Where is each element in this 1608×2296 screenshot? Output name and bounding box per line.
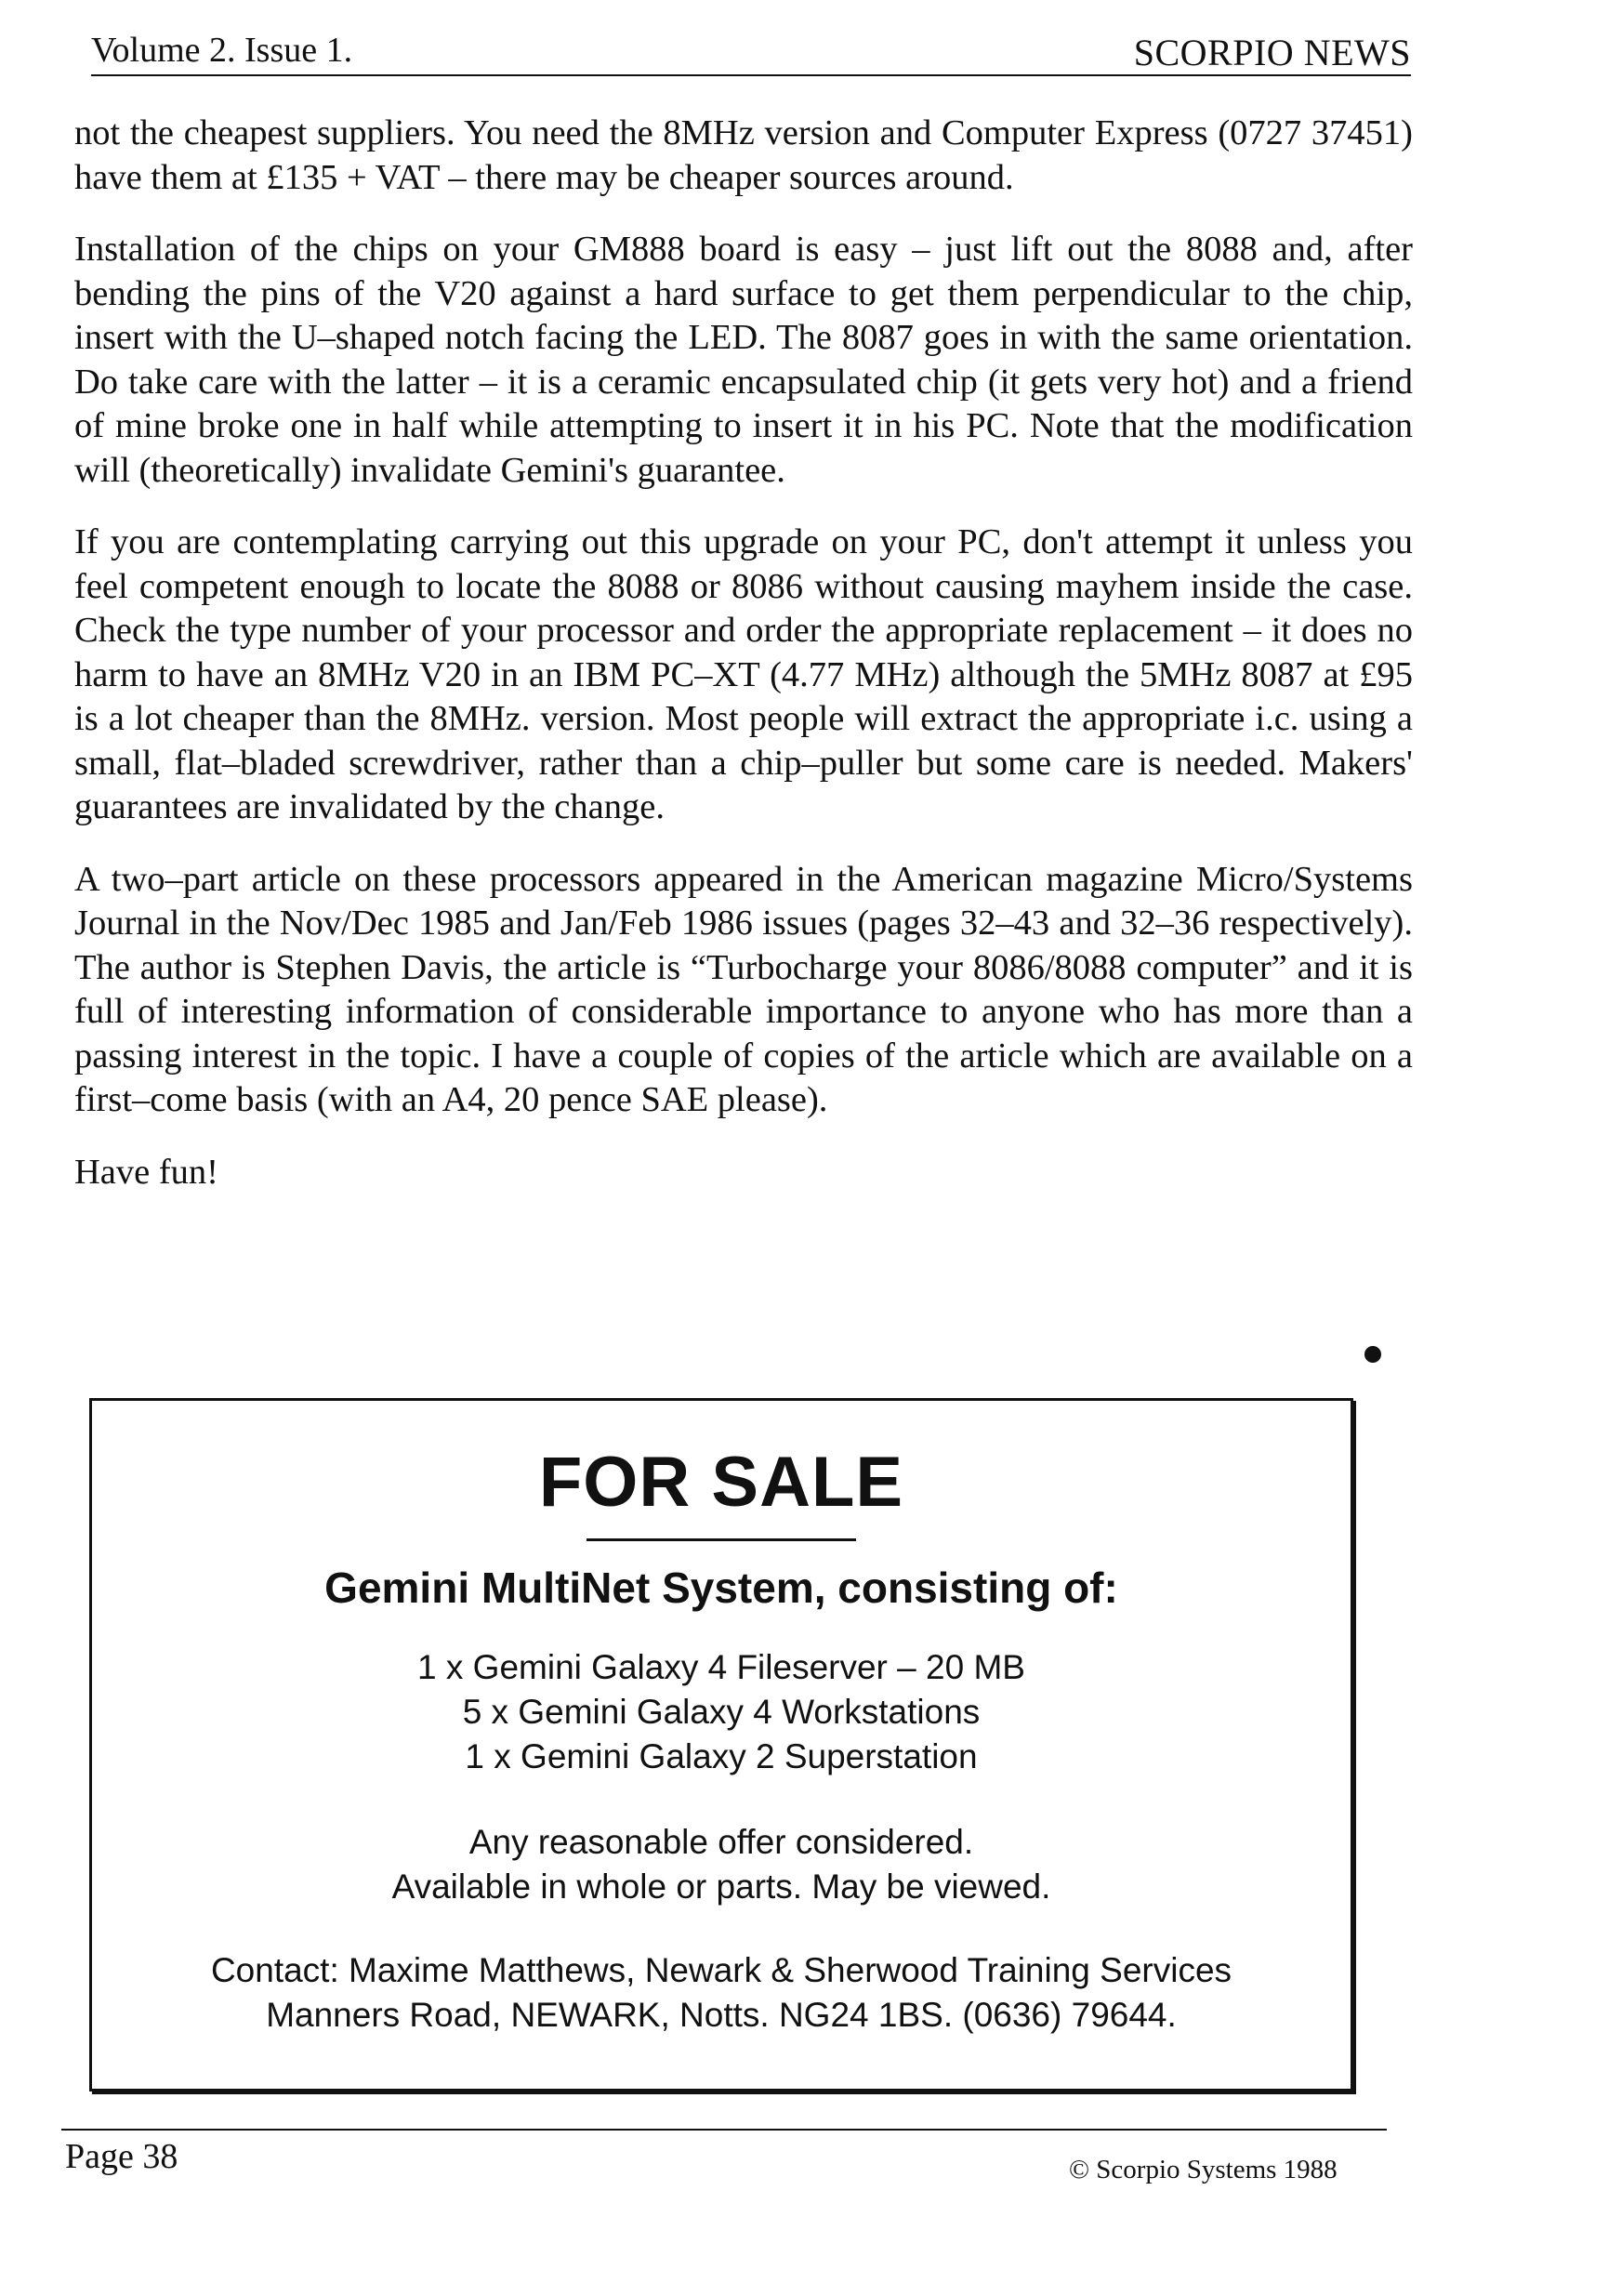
page-number: Page 38 [65,2137,178,2176]
for-sale-contact [92,1948,1351,2038]
for-sale-title: FOR SALE [538,1443,904,1522]
offer-line: Any reasonable offer considered. [468,1823,974,1861]
article-signoff: Have fun! [74,1152,218,1192]
article-paragraph: A two–part article on these processors appeared in the American magazine Micro/Systems Journal in the Nov/Dec 1985 and Jan/Feb 1986 issues (pages 32–43 and 32–36 respectively). The author is Stephen Davis, the article is “Turbocharge your 8086/8088 computer” and it is full of interesting information of considerable importance to anyone who has more than a passing interest in the topic. I have a couple of copies of the article which are available on a first–come basis (with an A4, 20 pence SAE please). [74,859,1413,1119]
title-underline [587,1538,856,1541]
end-of-article-bullet-icon [1364,1346,1381,1363]
for-sale-offer [92,1820,1351,1909]
article-paragraph: Installation of the chips on your GM888 board is easy – just lift out the 8088 and, after bending the pins of the V20 against a hard surface to get them perpendicular to the chip, insert with the U–shaped notch facing the LED. The 8087 goes in with the same orientation. Do take care with the latter – it is a ceramic encapsulated chip (it gets very hot) and a friend of mine broke one in half while attempting to insert it in his PC. Note that the modification will (theoretically) invalidate Gemini's guarantee. [74,230,1413,490]
for-sale-item-list [92,1645,1351,1779]
article-paragraph: not the cheapest suppliers. You need the 8MHz version and Computer Express (0727 37451) have them at £135 + VAT – there may be cheaper sources around. [74,113,1413,197]
for-sale-item: 5 x Gemini Galaxy 4 Workstations [462,1693,981,1731]
page-header [91,28,1411,76]
issue-label: Volume 2. Issue 1. [91,31,353,70]
publication-title: SCORPIO NEWS [1133,32,1411,73]
for-sale-subtitle: Gemini MultiNet System, consisting of: [324,1564,1118,1612]
copyright-notice: © Scorpio Systems 1988 [1069,2155,1338,2184]
contact-line: Contact: Maxime Matthews, Newark & Sherwood Training Services [210,1951,1232,1989]
for-sale-item: 1 x Gemini Galaxy 2 Superstation [465,1737,978,1775]
contact-line: Manners Road, NEWARK, Notts. NG24 1BS. (0636) 79644. [266,1996,1177,2034]
article-body [74,112,1413,1194]
offer-line: Available in whole or parts. May be viewed. [391,1867,1051,1906]
for-sale-advert [89,1398,1353,2091]
footer-divider [61,2129,1387,2131]
article-paragraph: If you are contemplating carrying out this upgrade on your PC, don't attempt it unless you feel competent enough to locate the 8088 or 8086 without causing mayhem inside the case. Check the type number of your processor and order the appropriate replacement – it does no harm to have an 8MHz V20 in an IBM PC–XT (4.77 MHz) although the 5MHz 8087 at £95 is a lot cheaper than the 8MHz. version. Most people will extract the appropriate i.c. using a small, flat–bladed screwdriver, rather than a chip–puller but some care is needed. Makers' guarantees are invalidated by the change. [74,522,1413,826]
for-sale-item: 1 x Gemini Galaxy 4 Fileserver – 20 MB [417,1648,1025,1686]
